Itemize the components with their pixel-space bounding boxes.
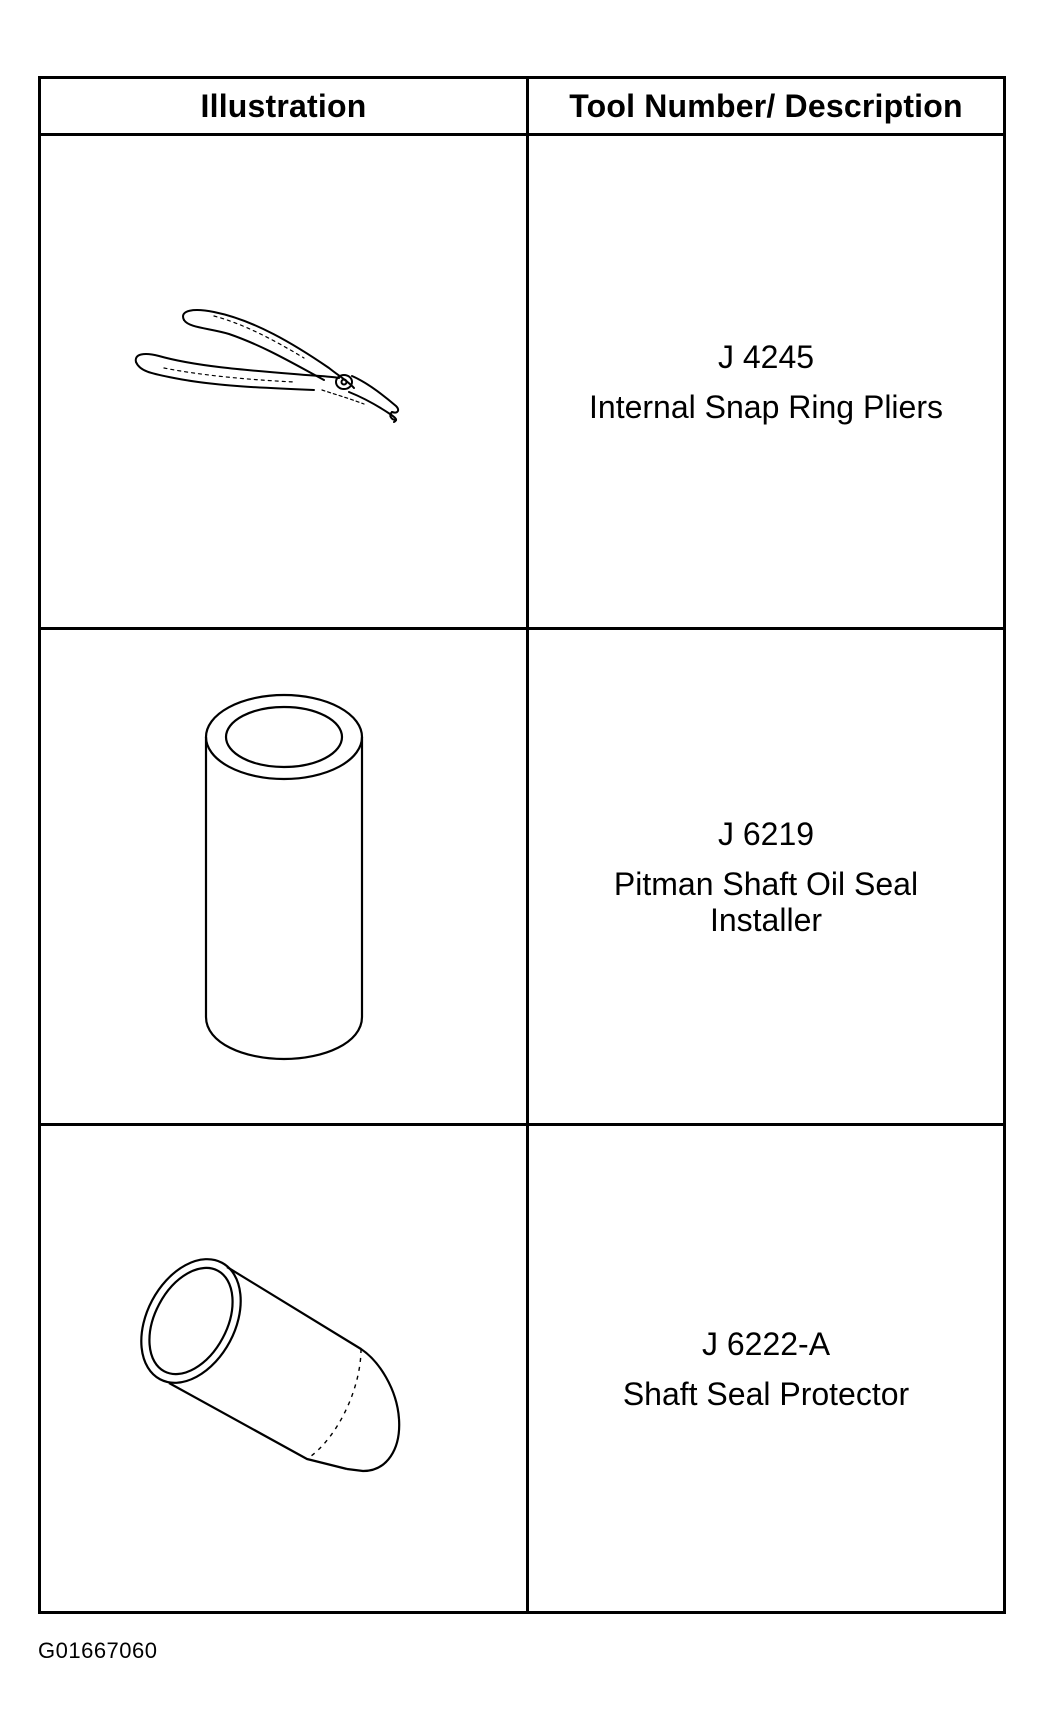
tool-description: Shaft Seal Protector: [622, 1375, 910, 1412]
illustration-cell: [41, 1126, 526, 1611]
description-cell: [529, 136, 1003, 627]
illustration-cell: [41, 136, 526, 627]
header-description: Tool Number/ Description: [569, 87, 963, 124]
header-illustration: Illustration: [200, 87, 367, 124]
oil-seal-installer-icon: [194, 687, 374, 1067]
special-tools-table: [38, 76, 1006, 1614]
description-cell: [529, 1126, 1003, 1611]
snap-ring-pliers-icon: [134, 302, 434, 462]
tool-number: J 6219: [717, 815, 815, 852]
figure-id: G01667060: [38, 1638, 158, 1663]
tool-description: Internal Snap Ring Pliers: [589, 388, 943, 425]
tool-number: J 6222-A: [701, 1325, 831, 1362]
shaft-seal-protector-icon: [139, 1249, 429, 1489]
tool-description: Pitman Shaft Oil Seal Installer: [613, 865, 919, 938]
illustration-cell: [41, 630, 526, 1123]
description-cell: [529, 630, 1003, 1123]
tool-number: J 4245: [717, 338, 815, 375]
